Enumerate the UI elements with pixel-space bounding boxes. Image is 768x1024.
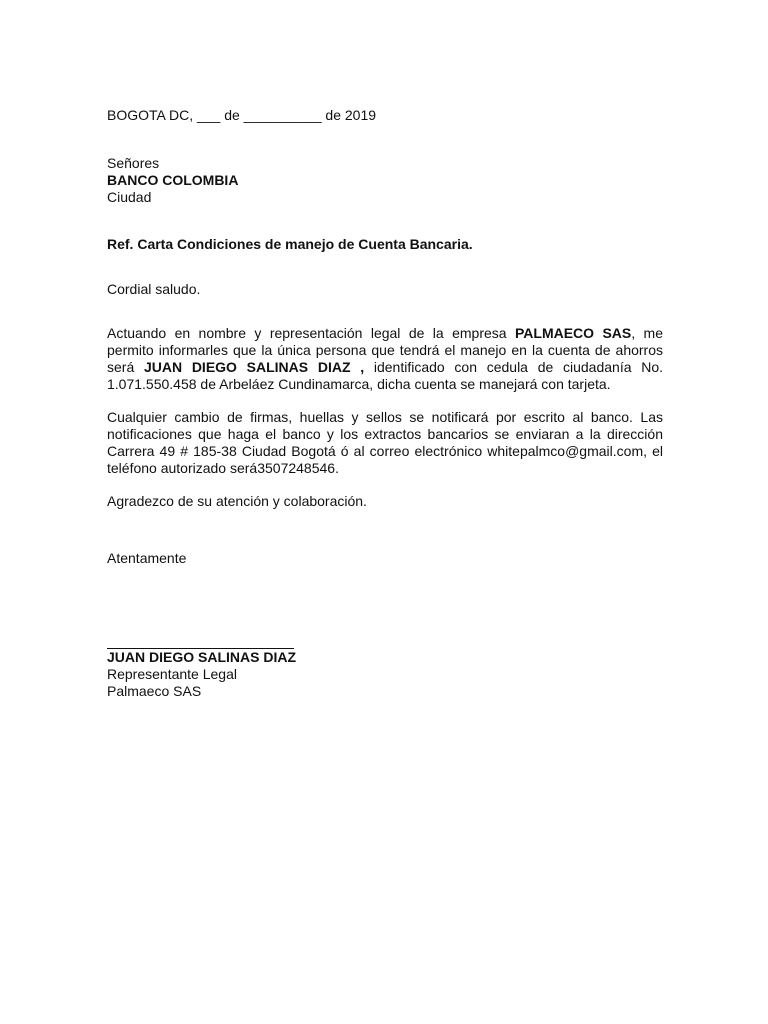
recipient-city: Ciudad xyxy=(107,189,152,205)
signature-name: JUAN DIEGO SALINAS DIAZ xyxy=(107,649,297,665)
paragraph-notifications: Cualquier cambio de firmas, huellas y sellos se notificará por escrito al banco. Las notificaciones que haga el banco y los extractos bancarios se enviaran a la dirección Carrera 49 # 185-38 Ciudad Bogotá ó al correo electrónico whitepalmco@gmail.com, el teléfono autorizado será3507248546. xyxy=(107,409,663,476)
signature-company: Palmaeco SAS xyxy=(107,683,202,699)
thanks-line: Agradezco de su atención y colaboración. xyxy=(107,493,367,509)
paragraph1-part3: identificado con cedula de ciudadanía No. 1.071.550.458 de Arbeláez Cundinamarca, dicha cuenta se manejará con tarjeta. xyxy=(107,359,664,392)
paragraph1-part2: , me permito informarles que la única persona que tendrá el manejo en la cuenta de ahorros será xyxy=(107,325,663,375)
letter-body xyxy=(107,107,663,700)
reference-line: Ref. Carta Condiciones de manejo de Cuenta Bancaria. xyxy=(107,236,473,252)
recipient-salutation: Señores xyxy=(107,155,160,171)
paragraph1-person: JUAN DIEGO SALINAS DIAZ , xyxy=(143,359,365,375)
paragraph1-company: PALMAECO SAS xyxy=(514,325,632,341)
paragraph-account-holder xyxy=(107,325,663,393)
recipient-block xyxy=(107,155,663,206)
closing-line: Atentamente xyxy=(107,550,187,566)
date-line: BOGOTA DC, ___ de __________ de 2019 xyxy=(107,107,377,123)
greeting: Cordial saludo. xyxy=(107,281,201,297)
paragraph1-part1: Actuando en nombre y representación legal de la empresa xyxy=(107,325,515,341)
recipient-bank: BANCO COLOMBIA xyxy=(107,172,239,188)
signature-block xyxy=(107,649,663,700)
signature-title: Representante Legal xyxy=(107,666,237,682)
